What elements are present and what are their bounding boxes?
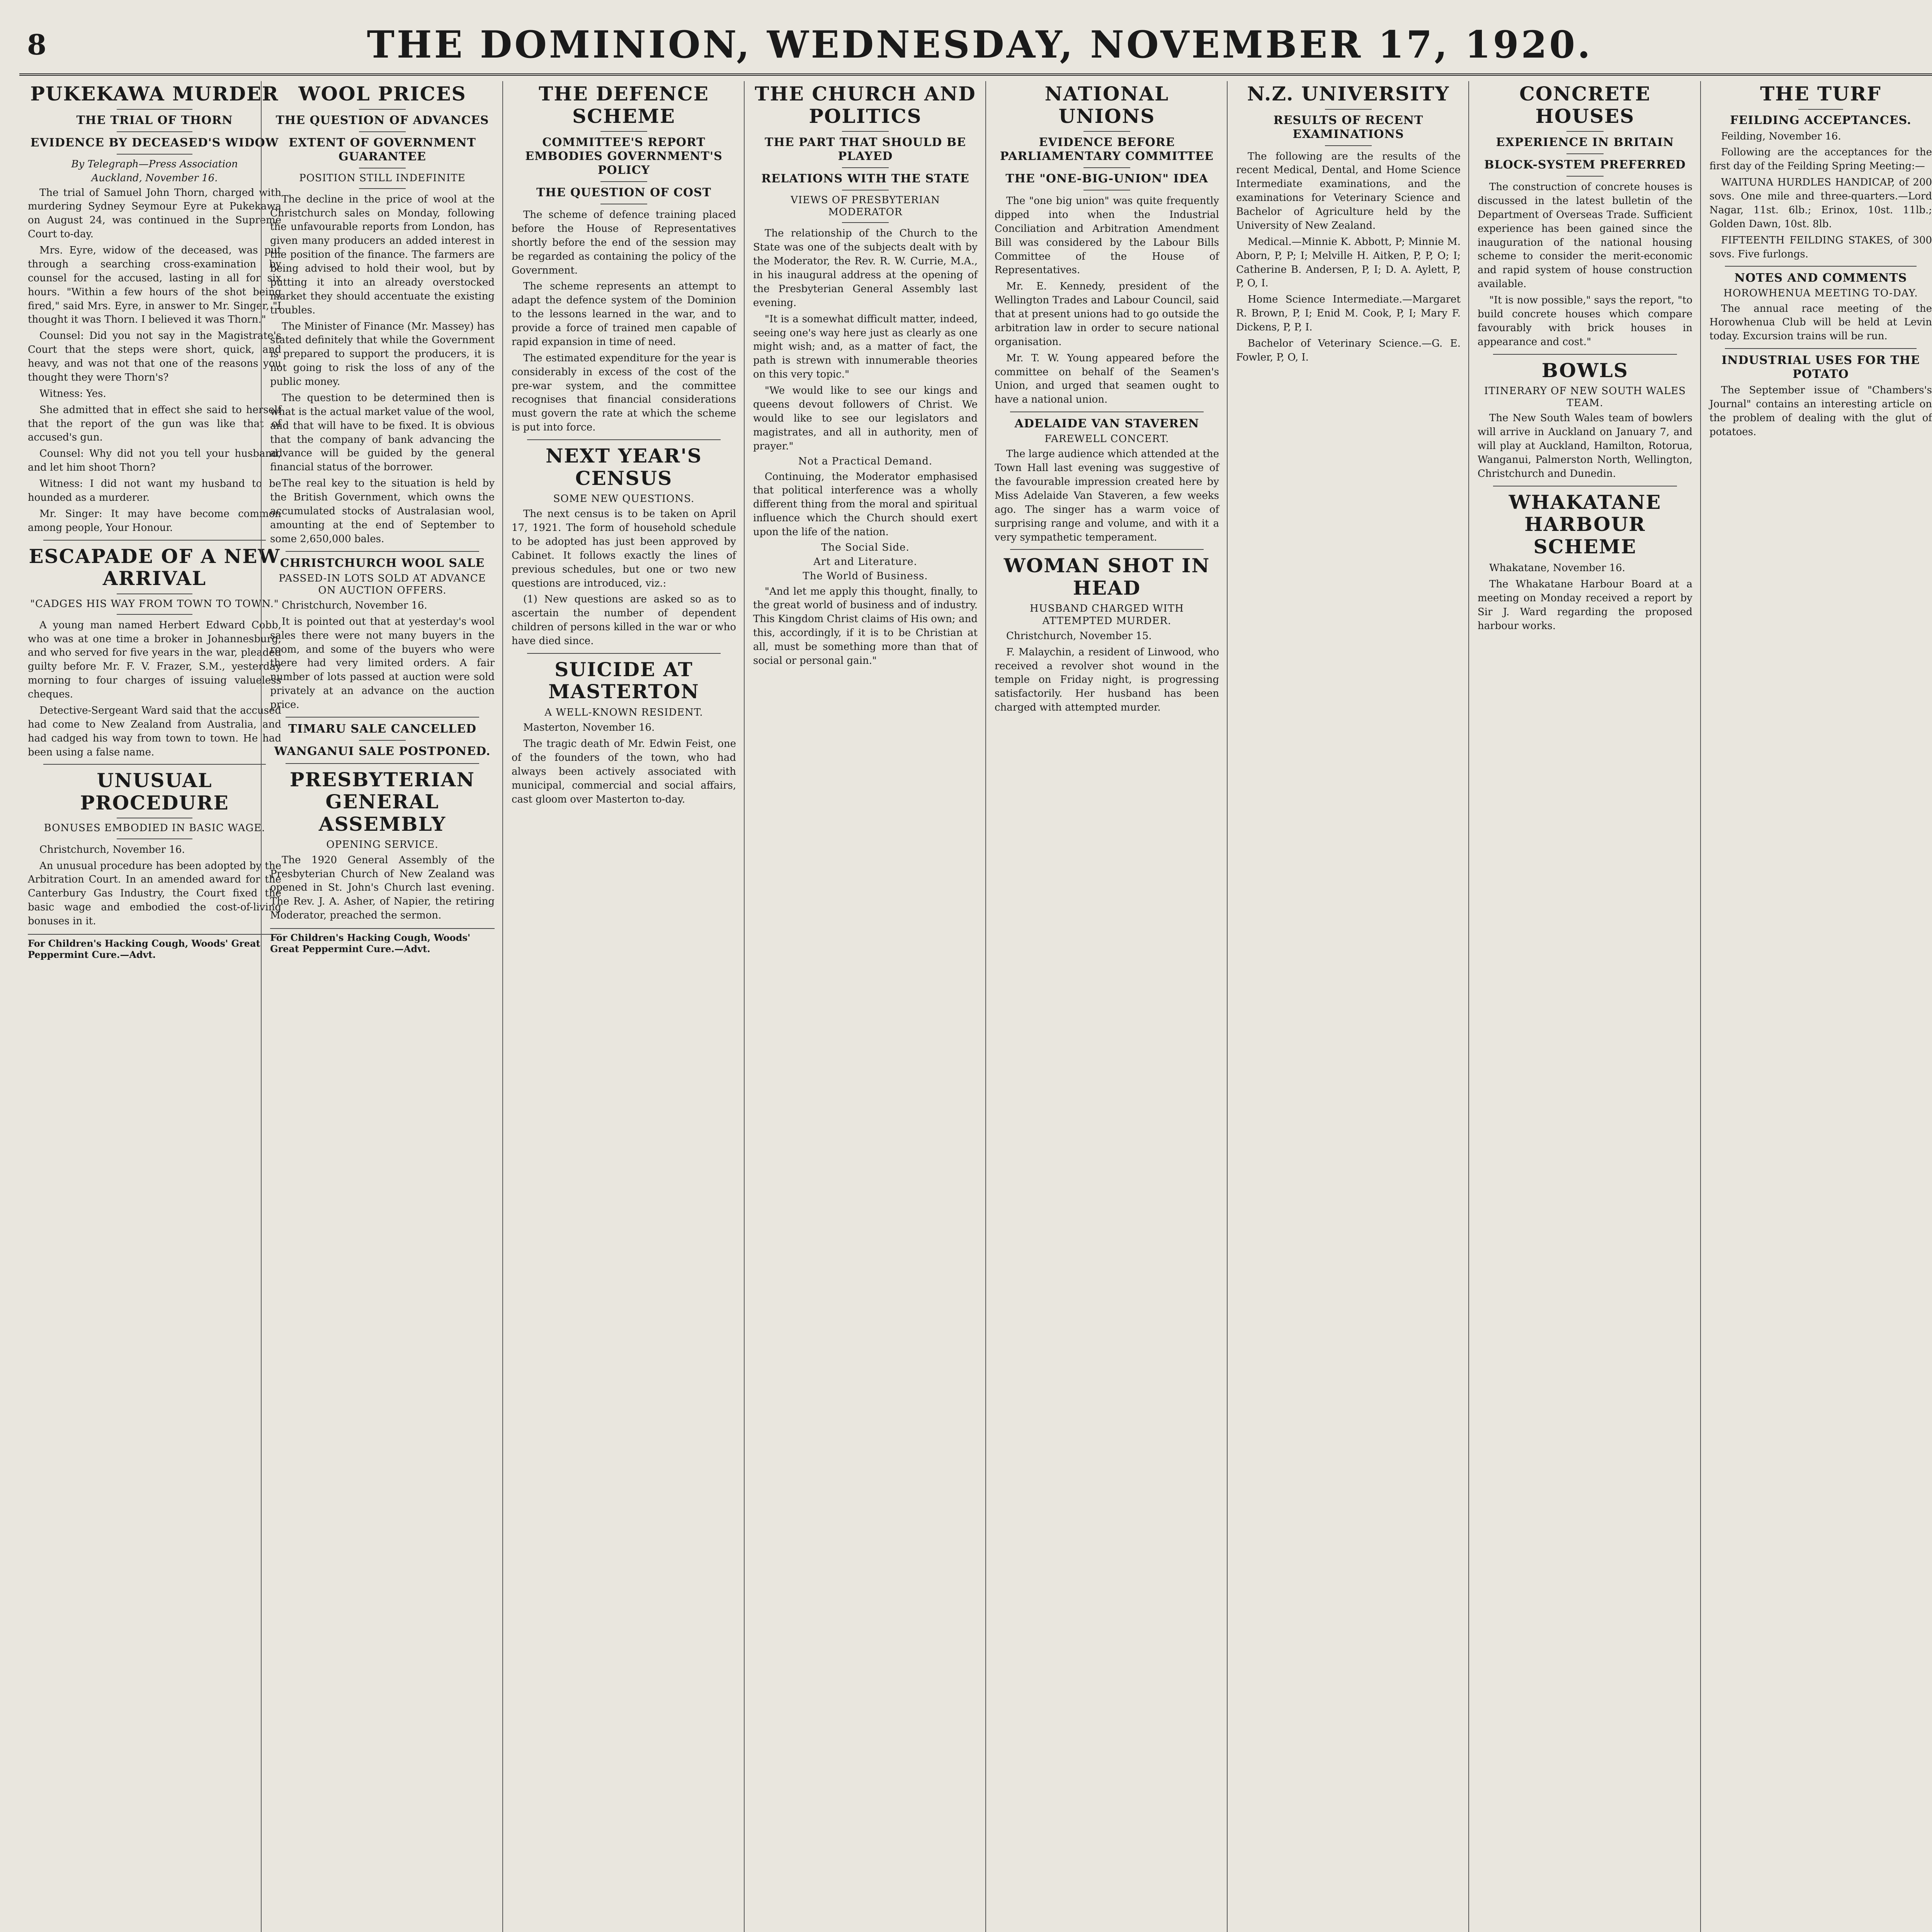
headline: BOWLS xyxy=(1541,359,1629,382)
agency-line: By Telegraph—Press Association xyxy=(71,158,238,170)
article-paragraph: Christchurch, November 16. xyxy=(282,599,427,611)
columns xyxy=(19,81,1932,1932)
article-paragraph: "It is a somewhat difficult matter, indeed, seeing one's way here just as clearly as one might wish; and, as a matter of fact, the path is strewn with innumerable theories on this very topic." xyxy=(753,313,978,381)
article-paragraph: Following are the acceptances for the first day of the Feilding Spring Meeting:— xyxy=(1709,146,1932,172)
headline: PRESBYTERIAN GENERAL ASSEMBLY xyxy=(289,768,475,835)
headline: NATIONAL UNIONS xyxy=(1044,82,1169,128)
subheadline: THE PART THAT SHOULD BE PLAYED xyxy=(765,136,966,163)
subheadline: POSITION STILL INDEFINITE xyxy=(299,172,466,184)
column-the-turf xyxy=(1700,81,1932,1932)
headline: NEXT YEAR'S CENSUS xyxy=(546,444,702,490)
headline: SUICIDE AT MASTERTON xyxy=(548,658,699,703)
subheadline: EVIDENCE BY DECEASED'S WIDOW xyxy=(30,136,279,150)
article-paragraph: "And let me apply this thought, finally, to the great world of business and of industry. This Kingdom Christ claims of His own; and this, accordingly, if it is to be Christian at all, must be something more than that of social or personal gain." xyxy=(753,585,978,667)
article-paragraph: Whakatane, November 16. xyxy=(1489,562,1626,574)
newspaper-title: THE DOMINION, WEDNESDAY, NOVEMBER 17, 1920. xyxy=(367,22,1593,66)
subheadline: BONUSES EMBODIED IN BASIC WAGE. xyxy=(44,822,265,834)
headline: THE CHURCH AND POLITICS xyxy=(755,82,976,128)
article-paragraph: The estimated expenditure for the year is considerably in excess of the cost of the pre-war system, and the committee recognises that financial considerations must govern the rate at which the scheme is put into force. xyxy=(512,352,736,434)
article-paragraph: The annual race meeting of the Horowhenua Club will be held at Levin today. Excursion trains will be run. xyxy=(1709,303,1932,342)
article-paragraph: F. Malaychin, a resident of Linwood, who received a revolver shot wound in the temple on Friday night, is progressing satisfactorily. Her husband has been charged with attempted murder. xyxy=(995,646,1219,714)
headline: ADELAIDE VAN STAVEREN xyxy=(1014,417,1199,431)
article-paragraph: An unusual procedure has been adopted by the Arbitration Court. In an amended award for the Canterbury Gas Industry, the Court fixed the basic wage and embodied the cost-of-living bonuses in it. xyxy=(28,860,281,927)
article-paragraph: Witness: Yes. xyxy=(39,388,106,400)
article-paragraph: The Whakatane Harbour Board at a meeting on Monday received a report by Sir J. Ward regarding the proposed harbour works. xyxy=(1478,578,1692,632)
subheadline: HOROWHENUA MEETING TO-DAY. xyxy=(1723,287,1918,299)
subheadline: EXPERIENCE IN BRITAIN xyxy=(1496,136,1674,149)
headline: TIMARU SALE CANCELLED xyxy=(288,722,477,736)
article-paragraph: A young man named Herbert Edward Cobb, who was at one time a broker in Johannesburg, and who served for five years in the war, pleaded guilty before Mr. F. V. Frazer, S.M., yesterday morning to four charges of issuing valueless cheques. xyxy=(28,619,281,701)
article-paragraph: Christchurch, November 15. xyxy=(1006,630,1152,642)
headline: N.Z. UNIVERSITY xyxy=(1247,82,1450,105)
article-paragraph: The decline in the price of wool at the Christchurch sales on Monday, following the unfavourable reports from London, has given many producers an added interest in the position of the finance. The farmers are being advised to hold their wool, but by putting it into an already overstocked market they should accentuate the existing troubles. xyxy=(270,193,495,316)
headline: UNUSUAL PROCEDURE xyxy=(80,769,229,814)
article-paragraph: "It is now possible," says the report, "to build concrete houses which compare favourably with brick houses in appearance and cost." xyxy=(1478,294,1692,348)
subheadline: FEILDING ACCEPTANCES. xyxy=(1730,113,1912,127)
article-paragraph: FIFTEENTH FEILDING STAKES, of 300 sovs. Five furlongs. xyxy=(1709,234,1932,260)
section-heading: The Social Side. xyxy=(821,541,910,553)
subheadline: VIEWS OF PRESBYTERIAN MODERATOR xyxy=(791,194,940,218)
article-paragraph: The following are the results of the recent Medical, Dental, and Home Science Intermediate examinations, and the examinations for Veterinary Science and Bachelor of Agriculture held by the University of New Zealand. xyxy=(1236,150,1461,231)
headline: ESCAPADE OF A NEW ARRIVAL xyxy=(29,544,281,590)
article-paragraph: The scheme represents an attempt to adapt the defence system of the Dominion to the lessons learned in the war, and to provide a force of trained men capable of rapid expansion in time of need. xyxy=(512,281,736,348)
headline: WANGANUI SALE POSTPONED. xyxy=(274,744,491,758)
article-paragraph: It is pointed out that at yesterday's wool sales there were not many buyers in the room, and some of the buyers who were there had very limited orders. A fair number of lots passed at auction were sold privately at an advance on the auction price. xyxy=(270,616,495,711)
article-paragraph: The relationship of the Church to the State was one of the subjects dealt with by the Moderator, the Rev. R. W. Currie, M.A., in his inaugural address at the opening of the Presbyterian General Assembly last evening. xyxy=(753,228,978,309)
headline: PUKEKAWA MURDER xyxy=(30,82,279,105)
article-paragraph: The "one big union" was quite frequently dipped into when the Industrial Conciliation and Arbitration Amendment Bill was considered by the Labour Bills Committee of the House of Representatives. xyxy=(995,195,1219,276)
column-pukekawa-murder xyxy=(19,81,290,1932)
subheadline: BLOCK-SYSTEM PREFERRED xyxy=(1484,158,1686,172)
subheadline: RELATIONS WITH THE STATE xyxy=(761,172,969,185)
subheadline: EVIDENCE BEFORE PARLIAMENTARY COMMITTEE xyxy=(1000,136,1214,163)
subheadline: THE QUESTION OF ADVANCES xyxy=(276,113,489,127)
article-paragraph: The September issue of "Chambers's Journal" contains an interesting article on the problem of dealing with the glut of potatoes. xyxy=(1709,384,1932,438)
subheadline: THE QUESTION OF COST xyxy=(536,186,712,199)
column-wool-prices xyxy=(261,81,503,1932)
subheadline: OPENING SERVICE. xyxy=(326,839,439,851)
subheadline: FAREWELL CONCERT. xyxy=(1044,433,1169,445)
article-paragraph: The real key to the situation is held by the British Government, which owns the accumulated stocks of Australasian wool, amounting at the end of September to some 2,650,000 bales. xyxy=(270,478,495,545)
article-paragraph: WAITUNA HURDLES HANDICAP, of 200 sovs. One mile and three-quarters.—Lord Nagar, 11st. 6lb.; Erinox, 10st. 11lb.; Golden Dawn, 10st. 8lb. xyxy=(1709,177,1932,230)
subheadline: COMMITTEE'S REPORT EMBODIES GOVERNMENT'S POLICY xyxy=(525,136,723,177)
article-paragraph: Continuing, the Moderator emphasised that political interference was a wholly different thing from the moral and spiritual influence which the Church should exert upon the life of the nation. xyxy=(753,471,978,538)
column-nz-university xyxy=(1227,81,1469,1932)
article-paragraph: The question to be determined then is what is the actual market value of the wool, and that will have to be fixed. It is obvious that the company of bank advancing the advance will be guided by the general financial status of the borrower. xyxy=(270,392,495,473)
column-concrete-houses xyxy=(1468,81,1701,1932)
section-heading: Art and Literature. xyxy=(813,556,917,568)
article-paragraph: Counsel: Why did not you tell your husband, and let him shoot Thorn? xyxy=(28,448,281,474)
article-paragraph: "We would like to see our kings and queens devout followers of Christ. We would like to see our legislators and magistrates, and all in authority, men of prayer." xyxy=(753,385,978,452)
section-heading: The World of Business. xyxy=(803,570,928,582)
subheadline: PASSED-IN LOTS SOLD AT ADVANCE ON AUCTION OFFERS. xyxy=(279,572,486,596)
headline: NOTES AND COMMENTS xyxy=(1734,271,1907,285)
article-paragraph: The large audience which attended at the Town Hall last evening was suggestive of the favourable impression created here by Miss Adelaide Van Staveren, a few weeks ago. The singer has a warm voice of surprising range and volume, and with it a very sympathetic temperament. xyxy=(995,448,1219,543)
headline: INDUSTRIAL USES FOR THE POTATO xyxy=(1721,354,1920,381)
subheadline: EXTENT OF GOVERNMENT GUARANTEE xyxy=(289,136,476,163)
column-defence-scheme xyxy=(502,81,745,1932)
article-paragraph: Christchurch, November 16. xyxy=(39,844,185,855)
section-heading: Not a Practical Demand. xyxy=(798,456,933,468)
subheadline: RESULTS OF RECENT EXAMINATIONS xyxy=(1273,113,1423,141)
subheadline: HUSBAND CHARGED WITH ATTEMPTED MURDER. xyxy=(1030,603,1184,627)
headline: CONCRETE HOUSES xyxy=(1519,82,1651,128)
article-paragraph: Mrs. Eyre, widow of the deceased, was put through a searching cross-examination by counsel for the accused, lasting in all for six hours. "Within a few hours of the shot being fired," said Mrs. Eyre, in answer to Mr. Singer, "I thought it was Thorn. I believed it was Thorn." xyxy=(28,245,281,326)
advertisement: For Children's Hacking Cough, Woods' Great Peppermint Cure.—Advt. xyxy=(28,934,281,960)
advertisement: For Children's Hacking Cough, Woods' Great Peppermint Cure.—Advt. xyxy=(270,928,495,954)
article-paragraph: Detective-Sergeant Ward said that the accused had come to New Zealand from Australia, and had cadged his way from town to town. He had been using a false name. xyxy=(28,704,281,758)
article-paragraph: The New South Wales team of bowlers will arrive in Auckland on January 7, and will play at Auckland, Hamilton, Rotorua, Wanganui, Palmerston North, Wellington, Christchurch and Dunedin. xyxy=(1478,412,1692,480)
article-paragraph: The scheme of defence training placed before the House of Representatives shortly before the end of the session may be regarded as containing the policy of the Government. xyxy=(512,209,736,276)
headline: WOOL PRICES xyxy=(298,82,466,105)
subheadline: THE "ONE-BIG-UNION" IDEA xyxy=(1005,172,1208,185)
article-paragraph: She admitted that in effect she said to herself that the report of the gun was like that of accused's gun. xyxy=(28,404,281,444)
article-paragraph: The 1920 General Assembly of the Presbyterian Church of New Zealand was opened in St. John's Church last evening. The Rev. J. A. Asher, of Napier, the retiring Moderator, preached the sermon. xyxy=(270,854,495,922)
headline: THE TURF xyxy=(1760,82,1881,105)
column-national-unions xyxy=(985,81,1228,1932)
article-paragraph: Bachelor of Veterinary Science.—G. E. Fowler, P, O, I. xyxy=(1236,337,1461,363)
subheadline: A WELL-KNOWN RESIDENT. xyxy=(544,706,703,718)
page-number: 8 xyxy=(27,28,47,61)
article-paragraph: The construction of concrete houses is discussed in the latest bulletin of the Department of Overseas Trade. Sufficient experience has been gained since the inauguration of the national housing scheme to consider the merit-economic and rapid system of house construction available. xyxy=(1478,181,1692,290)
column-church-politics xyxy=(744,81,986,1932)
subheadline: SOME NEW QUESTIONS. xyxy=(553,493,695,505)
article-paragraph: Counsel: Did you not say in the Magistrate's Court that the steps were short, quick, and heavy, and was not that one of the reasons you thought they were Thorn's? xyxy=(28,330,281,383)
masthead xyxy=(19,15,1932,76)
subheadline: "CADGES HIS WAY FROM TOWN TO TOWN." xyxy=(30,598,279,610)
article-paragraph: Feilding, November 16. xyxy=(1721,130,1841,142)
dateline: Auckland, November 16. xyxy=(91,172,218,184)
article-paragraph: The tragic death of Mr. Edwin Feist, one of the founders of the town, who had always been actively associated with municipal, commercial and social affairs, cast gloom over Masterton to-day. xyxy=(512,738,736,805)
article-paragraph: The next census is to be taken on April 17, 1921. The form of household schedule to be adopted has just been approved by Cabinet. It follows exactly the lines of previous schedules, but one or two new questions are introduced, viz.: xyxy=(512,508,736,589)
article-paragraph: The Minister of Finance (Mr. Massey) has stated definitely that while the Government is prepared to support the producers, it is not going to risk the loss of any of the public money. xyxy=(270,320,495,388)
headline: WOMAN SHOT IN HEAD xyxy=(1003,554,1210,599)
article-paragraph: Masterton, November 16. xyxy=(523,722,655,734)
subheadline: THE TRIAL OF THORN xyxy=(76,113,233,127)
article-paragraph: (1) New questions are asked so as to ascertain the number of dependent children of persons killed in the war or who have died since. xyxy=(512,594,736,647)
article-paragraph: Mr. Singer: It may have become common among people, Your Honour. xyxy=(28,508,281,534)
article-paragraph: Mr. T. W. Young appeared before the committee on behalf of the Seamen's Union, and urged that seamen ought to have a national union. xyxy=(995,352,1219,406)
article-paragraph: The trial of Samuel John Thorn, charged with murdering Sydney Seymour Eyre at Pukekawa on August 24, was continued in the Supreme Court to-day. xyxy=(28,187,281,240)
headline: WHAKATANE HARBOUR SCHEME xyxy=(1509,490,1662,558)
article-paragraph: Medical.—Minnie K. Abbott, P; Minnie M. Aborn, P, P; I; Melville H. Aitken, P, P, O; I; Catherine B. Andersen, P, I; D. A. Aylett, P, P, O, I. xyxy=(1236,236,1461,289)
article-paragraph: Mr. E. Kennedy, president of the Wellington Trades and Labour Council, said that at present unions had to go outside the arbitration law in order to secure national organisation. xyxy=(995,281,1219,348)
headline: THE DEFENCE SCHEME xyxy=(539,82,709,128)
article-paragraph: Witness: I did not want my husband to be hounded as a murderer. xyxy=(28,478,281,503)
headline: CHRISTCHURCH WOOL SALE xyxy=(280,556,485,570)
subheadline: ITINERARY OF NEW SOUTH WALES TEAM. xyxy=(1484,385,1686,409)
article-paragraph: Home Science Intermediate.—Margaret R. Brown, P, I; Enid M. Cook, P, I; Mary F. Dickens, P, P, I. xyxy=(1236,294,1461,333)
